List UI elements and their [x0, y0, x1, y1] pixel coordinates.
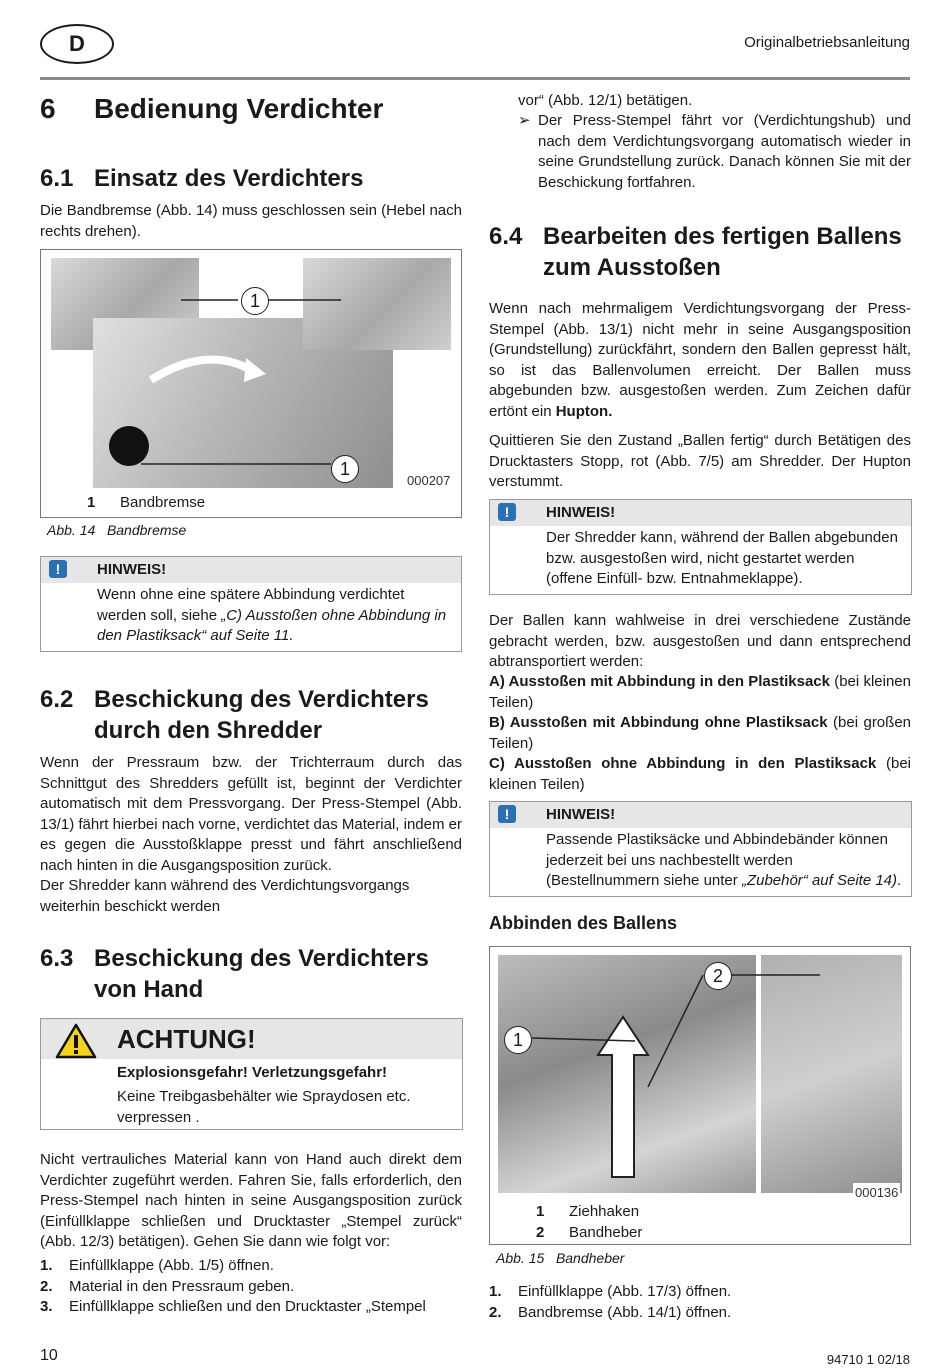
step-continuation: vor“ (Abb. 12/1) betätigen.: [518, 92, 693, 109]
section-6-1-heading: 6.1 Einsatz des Verdichters: [40, 165, 364, 192]
section-6-4-text-2: Quittieren Sie den Zustand „Ballen fertig“ durch Betätigen des Drucktasters Stopp, rot (Abb. 7/5) am Shredder. Der Hupton verstummt.: [489, 432, 911, 490]
step-item: 2. Material in den Pressraum geben.: [40, 1277, 295, 1295]
section-6-3-heading: 6.3 Beschickung des Verdichters von Hand: [40, 945, 429, 1003]
figure-15: [489, 946, 911, 1245]
section-6-4-text-1: Wenn nach mehrmaligem Verdichtungsvorgang der Press-Stempel (Abb. 13/1) nicht mehr in seine Ausgangsposition (Grundstellung) zurückfährt, sondern den Ballen gepresst hält, so ist das Ballenvolumen erreicht. Der Ballen muss abgebunden bzw. ausgestoßen werden. Zum Zeichen dafür ertönt ein Hupton.: [489, 300, 911, 420]
hint-box-2: [489, 499, 912, 595]
legend-item: 1 Ziehhaken: [536, 1203, 640, 1220]
callout-1-bottom: 1: [331, 455, 359, 483]
hint-text: Der Shredder kann, während der Ballen abgebunden bzw. ausgestoßen wird, nicht gestartet werden (offene Einfüll- bzw. Entnahmeklappe).: [546, 529, 898, 587]
option-item: A) Ausstoßen mit Abbindung in den Plastiksack (bei kleinen Teilen): [489, 673, 911, 711]
figure-legend-item: 1 Bandbremse: [87, 494, 206, 511]
section-6-2-text: Wenn der Pressraum bzw. der Trichterraum durch das Schnittgut des Shredders gefüllt ist, beginnt der Verdichter automatisch mit dem Pressvorgang. Der Press-Stempel (Abb. 13/1) fährt hierbei nach vorne, verdichtet das Material, indem er es gegen die Ausstoßklappe presst und fährt anschließend nach hinten in die Ausgangsposition zurück.: [40, 754, 462, 874]
options-list: [489, 672, 911, 795]
callout-1-top: 1: [241, 287, 269, 315]
figure-14: [40, 249, 462, 518]
hint-title: HINWEIS!: [546, 806, 616, 823]
step-item: 3. Einfüllklappe schließen und den Drucktaster „Stempel: [40, 1298, 426, 1315]
hint-box-3: [489, 801, 912, 897]
warning-triangle-icon: [55, 1023, 97, 1059]
warning-title: ACHTUNG!: [117, 1024, 256, 1054]
figure-code: 000207: [407, 473, 451, 488]
callout-2: 2: [704, 962, 732, 990]
figure-14-caption: Abb. 14 Bandbremse: [47, 522, 187, 538]
info-exclamation-icon: !: [498, 805, 516, 823]
figure-15-leaders: [490, 947, 910, 1244]
page-number: 10: [40, 1347, 58, 1364]
section-6-3-text: Nicht vertrauliches Material kann von Hand auch direkt dem Verdichter zugeführt werden. Fahren Sie, falls erforderlich, den Press-Stempel nach hinten in seine Ausgangsposition zurück (Einfüllklappe schließen und Drucktaster „Stempel zurück“ (Abb. 12/3) betätigen). Gehen Sie dann wie folgt vor:: [40, 1151, 462, 1250]
hint-title: HINWEIS!: [546, 504, 616, 521]
section-6-4-text-3: Der Ballen kann wahlweise in drei verschiedene Zustände gebracht werden, bzw. ausgestoßen und dann entsprechend abtransportiert werden:: [489, 612, 911, 670]
header-divider: [40, 77, 910, 80]
chapter-heading: 6 Bedienung Verdichter: [40, 93, 384, 124]
hint-header: [490, 802, 911, 828]
step-result: ➢ Der Press-Stempel fährt vor (Verdichtungshub) und nach dem Verdichtungsvorgang automatisch wieder in seine Grundstellung zurück. Danach können Sie mit der Beschickung fortfahren.: [518, 112, 911, 191]
hint-text: Wenn ohne eine spätere Abbindung verdichtet werden soll, siehe „C) Ausstoßen ohne Abbindung in den Plastiksack“ auf Seite 11.: [97, 586, 447, 644]
hint-header: [41, 557, 461, 583]
hint-header: [490, 500, 911, 526]
hint-title: HINWEIS!: [97, 561, 167, 578]
legend-item: 2 Bandheber: [536, 1223, 643, 1241]
step-item: 1. Einfüllklappe (Abb. 1/5) öffnen.: [40, 1257, 274, 1274]
document-code: 94710 1 02/18: [826, 1352, 910, 1367]
abbinden-heading: Abbinden des Ballens: [489, 913, 678, 933]
document-title: Originalbetriebsanleitung: [744, 34, 910, 51]
warning-header: [41, 1019, 462, 1059]
figure-code: 000136: [853, 1183, 900, 1204]
callout-1: 1: [504, 1026, 532, 1054]
hint-text: Passende Plastiksäcke und Abbindebänder können jederzeit bei uns nachbestellt werden (Bestellnummern siehe unter „Zubehör“ auf Seite 14).: [546, 831, 902, 889]
warning-text: Keine Treibgasbehälter wie Spraydosen etc. verpressen .: [117, 1088, 411, 1126]
steps-list-left: [40, 1256, 462, 1318]
option-item: B) Ausstoßen mit Abbindung ohne Plastiksack (bei großen Teilen): [489, 714, 911, 752]
warning-subtitle: Explosionsgefahr! Verletzungsgefahr!: [117, 1064, 388, 1081]
language-badge: D: [40, 24, 114, 64]
step-item: 1. Einfüllklappe (Abb. 17/3) öffnen.: [489, 1283, 732, 1300]
steps-list-right: [489, 1282, 911, 1323]
section-6-2-text-2: Der Shredder kann während des Verdichtungsvorgangs weiterhin beschickt werden: [40, 877, 410, 915]
section-6-1-text: Die Bandbremse (Abb. 14) muss geschlossen sein (Hebel nach rechts drehen).: [40, 202, 462, 240]
section-6-4-heading: 6.4 Bearbeiten des fertigen Ballens zum Ausstoßen: [489, 223, 902, 281]
step-item: 2. Bandbremse (Abb. 14/1) öffnen.: [489, 1303, 732, 1321]
info-exclamation-icon: !: [49, 560, 67, 578]
warning-box: [40, 1018, 463, 1130]
option-item: C) Ausstoßen ohne Abbindung in den Plastiksack (bei kleinen Teilen): [489, 755, 912, 793]
hint-box-1: [40, 556, 462, 652]
figure-15-caption: Abb. 15 Bandheber: [496, 1250, 625, 1266]
figure-legend: [536, 1202, 642, 1243]
result-arrow-icon: ➢: [518, 112, 531, 129]
section-6-2-heading: 6.2 Beschickung des Verdichters durch den Shredder: [40, 686, 429, 744]
info-exclamation-icon: !: [498, 503, 516, 521]
